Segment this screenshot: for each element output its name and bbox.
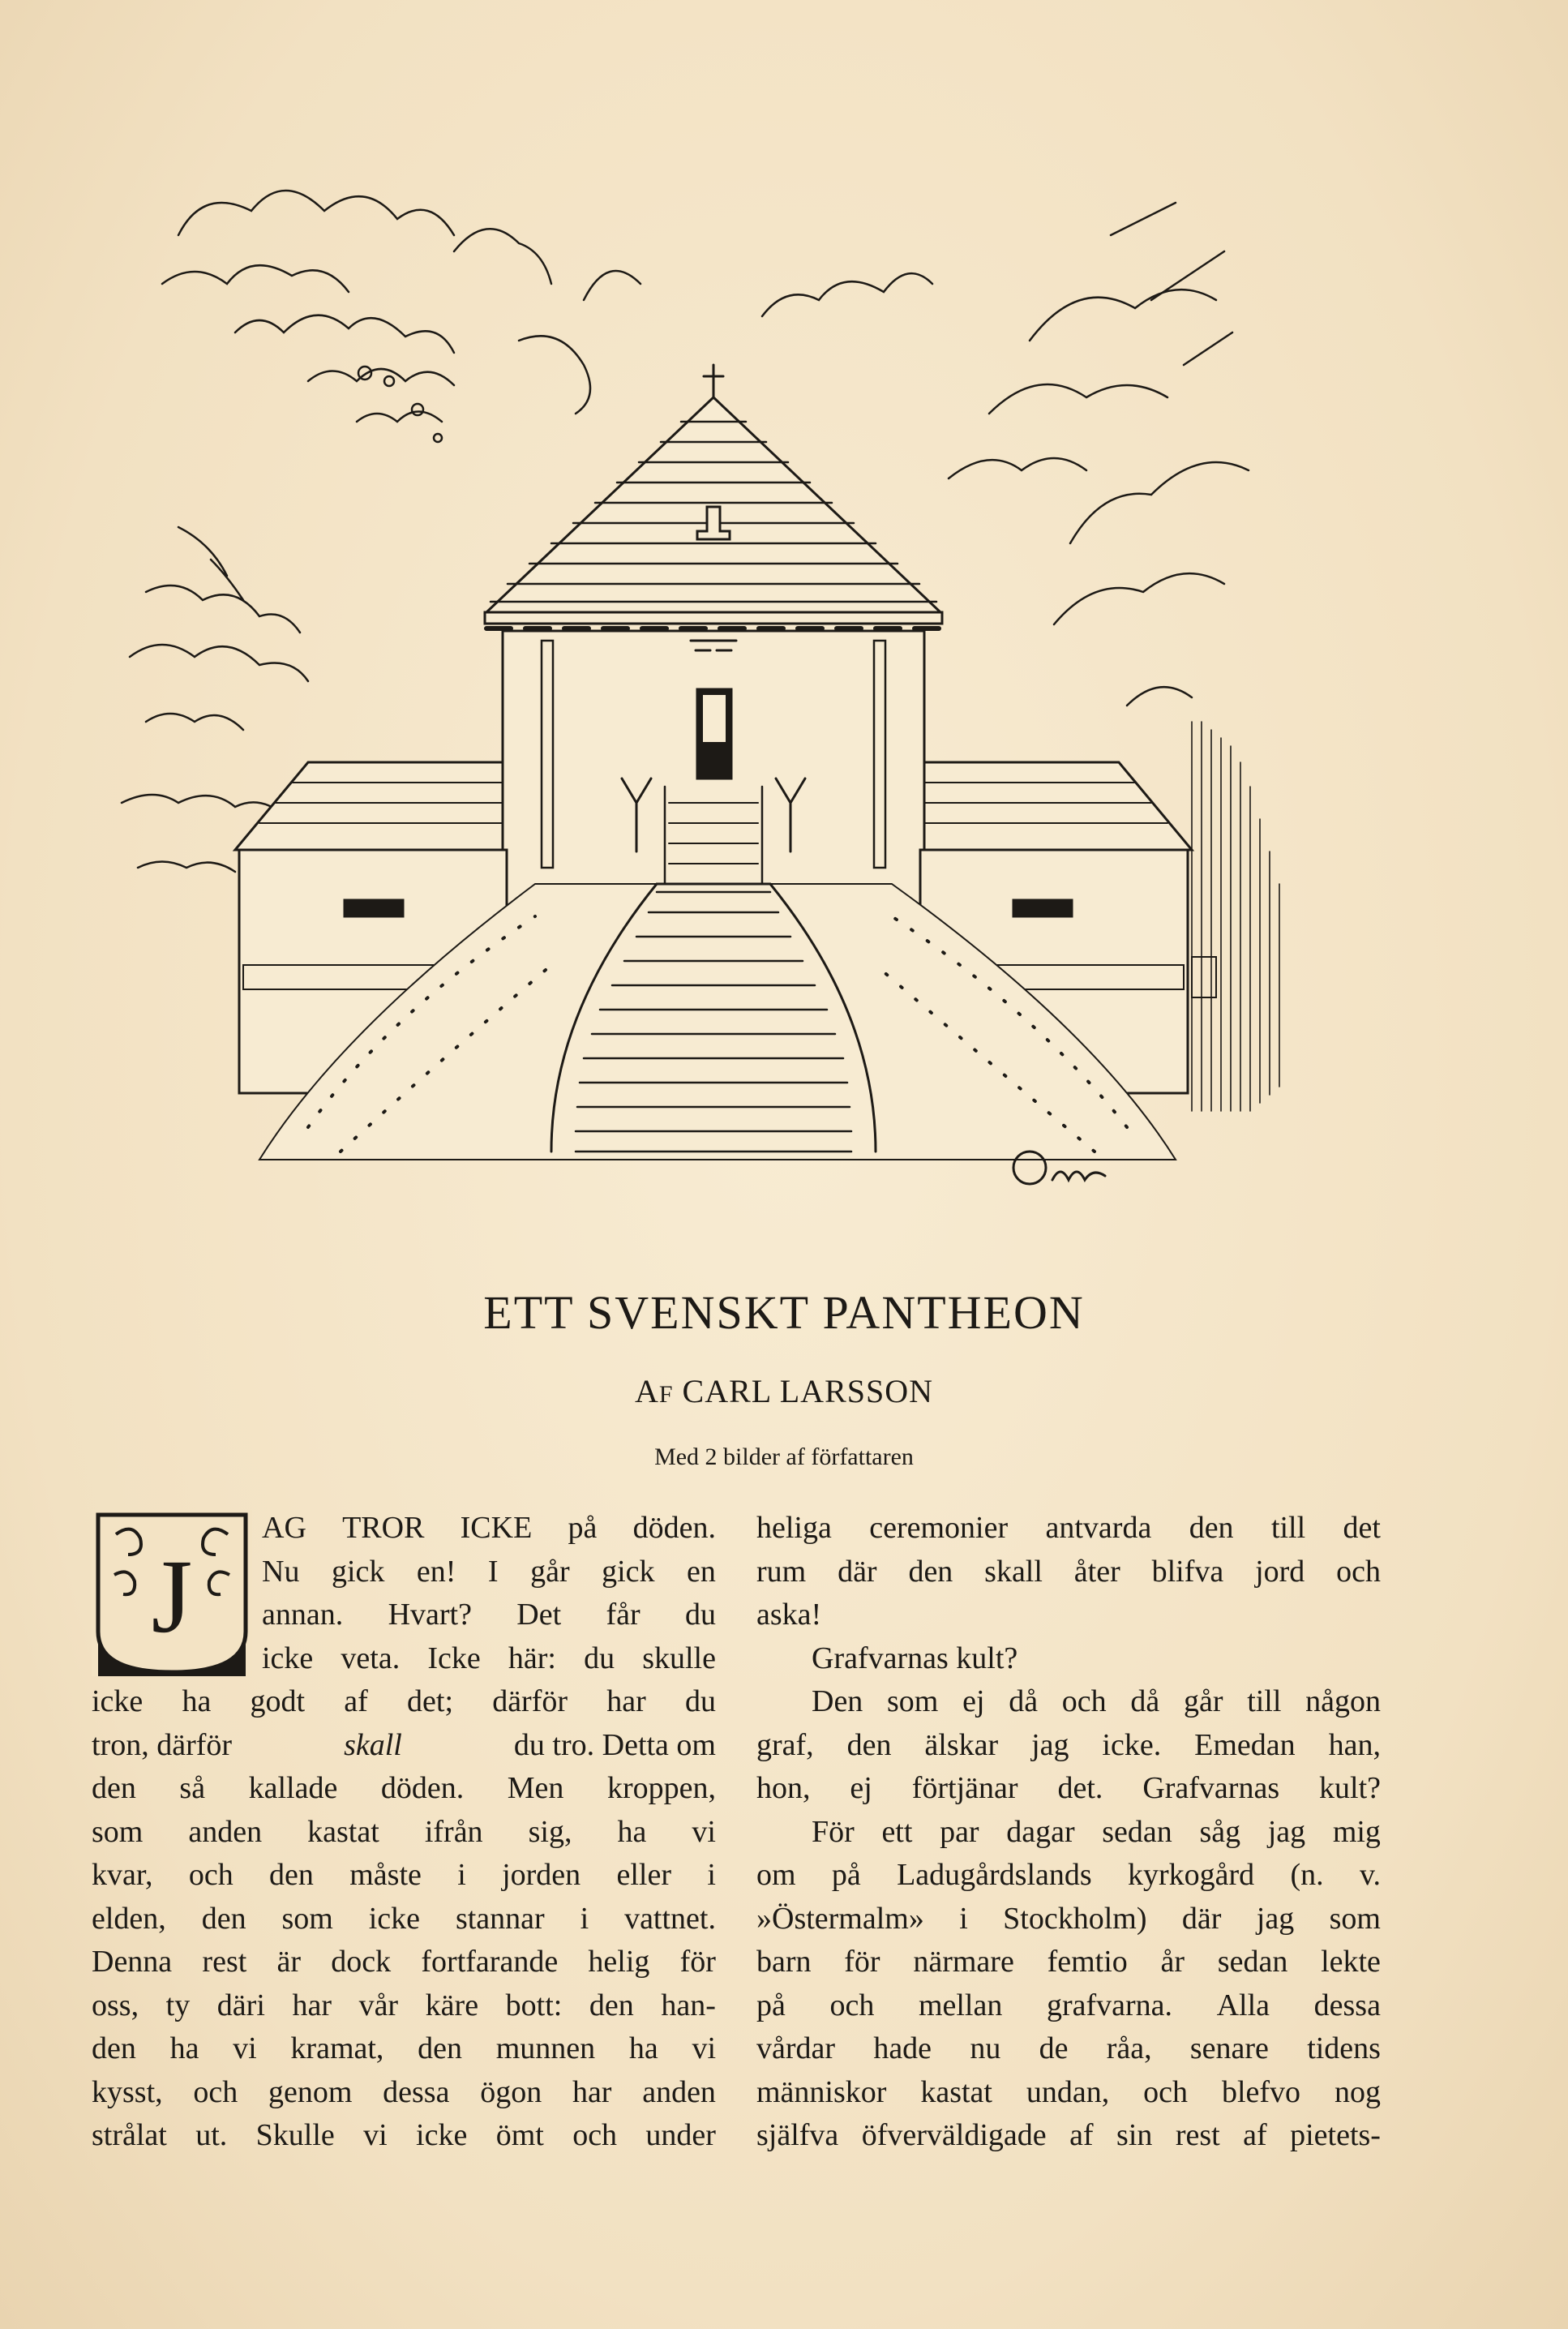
word: dessa — [383, 2074, 450, 2109]
text-line: aska! — [756, 1598, 822, 1632]
word: stannar — [455, 1901, 545, 1936]
word: För — [812, 1814, 855, 1849]
word: då — [1130, 1684, 1160, 1718]
word: gick — [331, 1554, 385, 1589]
word: vår — [358, 1988, 399, 2022]
word: lekte — [1321, 1945, 1381, 1979]
word: blifva — [1151, 1554, 1224, 1589]
text-line — [262, 1637, 716, 1681]
word: ej — [962, 1684, 985, 1718]
word: får — [606, 1598, 640, 1632]
word: ögon — [480, 2074, 542, 2109]
word: rest — [1175, 2118, 1220, 2152]
text-line — [92, 1941, 716, 1984]
word: den — [418, 2031, 463, 2065]
word: den — [92, 2031, 136, 2065]
word: vi — [233, 2031, 257, 2065]
byline-author: CARL LARSSON — [682, 1373, 934, 1409]
word: den — [201, 1901, 246, 1936]
word: förtjänar — [911, 1771, 1018, 1805]
word: som — [1329, 1901, 1381, 1936]
word: har — [292, 1988, 332, 2022]
word: kastat — [920, 2074, 992, 2109]
word: den — [269, 1858, 314, 1892]
word: Stockholm) — [1003, 1901, 1147, 1936]
word: den — [92, 1771, 136, 1805]
word: de — [1039, 2031, 1069, 2065]
word: går — [1183, 1684, 1223, 1718]
word: icke. — [1102, 1727, 1162, 1762]
word: den — [846, 1727, 892, 1762]
word: en — [687, 1554, 716, 1589]
word: jord — [1255, 1554, 1305, 1589]
word: undan, — [1026, 2074, 1110, 2109]
word: Skulle — [255, 2118, 335, 2152]
word: öfverväldigade — [861, 2118, 1047, 2152]
word: i — [707, 1858, 716, 1892]
word: skulle — [642, 1641, 716, 1675]
word: den — [908, 1554, 953, 1589]
word: Nu — [262, 1554, 300, 1589]
word: han- — [661, 1988, 716, 2022]
word: Det — [516, 1598, 562, 1632]
text-line — [92, 1724, 716, 1768]
word: han, — [1328, 1727, 1381, 1762]
word: Hvart? — [388, 1598, 472, 1632]
word: och — [1336, 1554, 1381, 1589]
text-line — [756, 2114, 1381, 2158]
text-line — [756, 1811, 1381, 1855]
word: på — [831, 1858, 861, 1892]
word: ha — [628, 2031, 658, 2065]
word: i — [457, 1858, 466, 1892]
word: rest — [202, 1945, 247, 1979]
word: vi — [692, 1814, 716, 1849]
word: skall — [984, 1554, 1043, 1589]
word: en! — [416, 1554, 456, 1589]
text-line — [262, 1507, 716, 1551]
emphasis-word: skall — [344, 1727, 402, 1762]
word: i — [580, 1901, 589, 1936]
word: år — [1160, 1945, 1185, 1979]
word: kult? — [1319, 1771, 1381, 1805]
dropcap-letter: J — [151, 1538, 193, 1655]
text-line — [92, 2027, 716, 2071]
word: Icke — [427, 1641, 481, 1675]
word: elden, — [92, 1901, 166, 1936]
word: här: — [508, 1641, 556, 1675]
word: vårdar — [756, 2031, 836, 2065]
word: kyrkogård — [1127, 1858, 1255, 1892]
word: eller — [616, 1858, 672, 1892]
word: där — [838, 1554, 877, 1589]
word: ett — [881, 1814, 913, 1849]
word: nog — [1334, 2074, 1381, 2109]
word: råa, — [1106, 2031, 1152, 2065]
word: döden. — [380, 1771, 465, 1805]
word: strålat — [92, 2118, 167, 2152]
word: veta. — [341, 1641, 401, 1675]
text-line — [92, 2114, 716, 2158]
word: och — [572, 2118, 618, 2152]
word: icke — [416, 2118, 468, 2152]
word: heliga — [756, 1511, 832, 1545]
text-line — [92, 1811, 716, 1855]
word: ty — [165, 1988, 191, 2022]
word: och — [188, 1858, 233, 1892]
word: kallade — [248, 1771, 338, 1805]
word: älskar — [924, 1727, 999, 1762]
word: och — [829, 1988, 875, 2022]
word: icke — [92, 1684, 144, 1718]
text-line — [756, 1680, 1381, 1724]
text-line — [92, 1898, 716, 1941]
byline-prefix-f: F — [658, 1381, 674, 1408]
right-column — [756, 1507, 1381, 2158]
word: i — [959, 1901, 968, 1936]
word: hon, — [756, 1771, 811, 1805]
word: genom — [268, 2074, 353, 2109]
word: har — [606, 1684, 646, 1718]
word: ömt — [495, 2118, 544, 2152]
word: kysst, — [92, 2074, 163, 2109]
word: ceremonier — [869, 1511, 1009, 1545]
word: v. — [1359, 1858, 1381, 1892]
text-line — [756, 1507, 1381, 1551]
word: AG — [262, 1511, 306, 1545]
word: om — [756, 1858, 796, 1892]
word: jag — [1267, 1814, 1306, 1849]
word: dock — [331, 1945, 392, 1979]
word: någon — [1305, 1684, 1381, 1718]
word: af — [1243, 2118, 1267, 2152]
word: du — [584, 1641, 615, 1675]
word: går — [530, 1554, 570, 1589]
word: ha — [169, 2031, 199, 2065]
word: ut. — [195, 2118, 228, 2152]
word: den — [589, 1988, 634, 2022]
text-line: Grafvarnas kult? — [812, 1641, 1018, 1675]
left-column — [92, 1507, 716, 2158]
word: döden. — [632, 1511, 716, 1545]
text-segment: tron, därför — [92, 1727, 233, 1762]
word: vi — [363, 2118, 388, 2152]
word: till — [1270, 1511, 1306, 1545]
word: dagar — [1006, 1814, 1075, 1849]
word: icke — [262, 1641, 314, 1675]
word: par — [940, 1814, 979, 1849]
word: där — [1181, 1901, 1222, 1936]
word: till — [1247, 1684, 1282, 1718]
word: af — [1069, 2118, 1094, 2152]
word: icke — [368, 1901, 421, 1936]
text-line — [756, 1767, 1381, 1811]
word: som — [281, 1901, 333, 1936]
text-line — [92, 1984, 716, 2028]
word: på — [756, 1988, 786, 2022]
word: kastat — [307, 1814, 379, 1849]
text-line — [756, 2071, 1381, 2115]
word: som — [887, 1684, 939, 1718]
word: ICKE — [460, 1511, 533, 1545]
text-line — [756, 2027, 1381, 2071]
text-line — [262, 1551, 716, 1594]
word: ifrån — [424, 1814, 483, 1849]
word: själfva — [756, 2118, 839, 2152]
word: antvarda — [1045, 1511, 1152, 1545]
text-line — [92, 1680, 716, 1724]
word: och — [193, 2074, 238, 2109]
word: nu — [970, 2031, 1001, 2065]
text-line — [756, 1898, 1381, 1941]
text-segment: du tro. Detta om — [513, 1727, 716, 1762]
word: och — [1061, 1684, 1107, 1718]
word: under — [645, 2118, 716, 2152]
word: för — [679, 1945, 716, 1979]
word: tidens — [1307, 2031, 1381, 2065]
word: fortfarande — [421, 1945, 559, 1979]
main-roof — [485, 365, 942, 628]
word: mellan — [918, 1988, 1003, 2022]
word: kvar, — [92, 1858, 153, 1892]
word: rum — [756, 1554, 807, 1589]
word: Alla — [1216, 1988, 1270, 2022]
word: I — [487, 1554, 499, 1589]
word: såg — [1199, 1814, 1241, 1849]
word: och — [1143, 2074, 1189, 2109]
word: Men — [507, 1771, 564, 1805]
word: som — [92, 1814, 144, 1849]
word: därför — [492, 1684, 568, 1718]
word: hade — [873, 2031, 932, 2065]
word: af — [344, 1684, 368, 1718]
word: munnen — [495, 2031, 596, 2065]
text-line — [756, 1941, 1381, 1984]
word: »Östermalm» — [756, 1901, 924, 1936]
word: anden — [642, 2074, 716, 2109]
word: Grafvarnas — [1142, 1771, 1280, 1805]
word: människor — [756, 2074, 887, 2109]
word: pietets- — [1290, 2118, 1381, 2152]
word: godt — [250, 1684, 306, 1718]
article-title: ETT SVENSKT PANTHEON — [483, 1286, 1085, 1339]
text-line — [92, 1854, 716, 1898]
word: käre — [425, 1988, 479, 2022]
word: jag — [1031, 1727, 1069, 1762]
word: det. — [1057, 1771, 1103, 1805]
word: så — [179, 1771, 206, 1805]
word: vattnet. — [624, 1901, 716, 1936]
text-line — [92, 2071, 716, 2115]
word: sin — [1116, 2118, 1153, 2152]
word: Emedan — [1194, 1727, 1296, 1762]
word: oss, — [92, 1988, 139, 2022]
word: sedan — [1102, 1814, 1172, 1849]
pantheon-illustration — [97, 138, 1330, 1225]
word: kroppen, — [606, 1771, 716, 1805]
text-line — [756, 1984, 1381, 2028]
word: grafvarna. — [1046, 1988, 1172, 2022]
text-line — [756, 1551, 1381, 1594]
word: ha — [182, 1684, 212, 1718]
word: den — [1189, 1511, 1234, 1545]
word: är — [276, 1945, 302, 1979]
word: helig — [588, 1945, 650, 1979]
word: närmare — [913, 1945, 1014, 1979]
word: anden — [188, 1814, 263, 1849]
word: ha — [617, 1814, 647, 1849]
word: barn — [756, 1945, 812, 1979]
word: det; — [407, 1684, 453, 1718]
article-byline — [0, 1372, 1568, 1410]
word: blefvo — [1221, 2074, 1301, 2109]
word: Denna — [92, 1945, 173, 1979]
word: vi — [692, 2031, 716, 2065]
word: jorden — [502, 1858, 581, 1892]
text-line — [756, 1724, 1381, 1768]
word: du — [685, 1598, 716, 1632]
illustration-note: Med 2 bilder af författaren — [654, 1443, 914, 1470]
word: jag — [1256, 1901, 1295, 1936]
word: det — [1343, 1511, 1381, 1545]
word: däri — [216, 1988, 265, 2022]
word: ej — [850, 1771, 872, 1805]
word: måste — [349, 1858, 422, 1892]
word: graf, — [756, 1727, 814, 1762]
word: senare — [1189, 2031, 1269, 2065]
word: gick — [602, 1554, 655, 1589]
text-line — [262, 1593, 716, 1637]
word: femtio — [1047, 1945, 1128, 1979]
word: du — [684, 1684, 716, 1718]
word: på — [568, 1511, 598, 1545]
word: Ladugårdslands — [897, 1858, 1092, 1892]
word: sedan — [1217, 1945, 1288, 1979]
word: då — [1009, 1684, 1039, 1718]
byline-prefix-a: A — [634, 1373, 659, 1409]
word: kramat, — [290, 2031, 384, 2065]
word: har — [572, 2074, 612, 2109]
word: åter — [1073, 1554, 1120, 1589]
word: sig, — [528, 1814, 572, 1849]
word: dessa — [1313, 1988, 1381, 2022]
word: Den — [812, 1684, 863, 1718]
word: annan. — [262, 1598, 344, 1632]
word: TROR — [342, 1511, 425, 1545]
word: för — [844, 1945, 880, 1979]
word: mig — [1332, 1814, 1381, 1849]
word: bott: — [505, 1988, 563, 2022]
text-line — [756, 1854, 1381, 1898]
word: (n. — [1290, 1858, 1324, 1892]
text-line — [92, 1767, 716, 1811]
